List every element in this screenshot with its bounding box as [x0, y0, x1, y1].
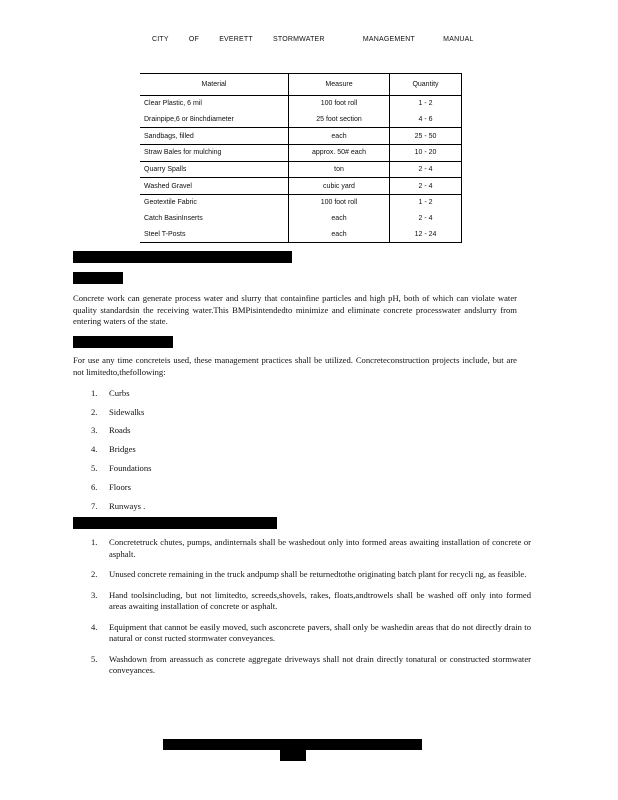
list-item [91, 654, 531, 677]
cell-material: Catch BasinInserts [140, 211, 289, 227]
cell-measure: 100 foot roll [289, 96, 390, 112]
cell-measure: cubic yard [289, 178, 390, 195]
list-item-label: Sidewalks [109, 407, 145, 417]
list-item-text: Unused concrete remaining in the truck andpump shall be returnedtothe originating batch plant for recycli ng, as feasible. [109, 569, 527, 579]
cell-quantity: 12 - 24 [414, 230, 437, 238]
cell-material: Steel T-Posts [140, 227, 289, 243]
table-row [140, 195, 462, 211]
list-item [91, 622, 531, 645]
redacted-practices-heading-bar [73, 517, 277, 529]
redacted-conditions-heading-bar [73, 336, 173, 348]
cell-quantity: 10 - 20 [390, 145, 462, 162]
list-item-number: 4. [91, 621, 98, 632]
header-word: STORMWATER [273, 36, 325, 43]
list-item-number: 7. [91, 501, 98, 511]
list-item-number: 4. [91, 444, 98, 454]
cell-measure: 100 foot roll [289, 195, 390, 211]
list-item-label: Foundations [109, 463, 152, 473]
cell-measure: each [289, 128, 390, 145]
list-item [91, 537, 531, 560]
table-header-row [140, 74, 462, 96]
cell-measure: 25 foot section [289, 112, 390, 128]
running-header [152, 36, 474, 43]
concrete-practices-list [91, 537, 531, 686]
table-row [140, 178, 462, 195]
list-item-label: Runways . [109, 501, 146, 511]
redacted-purpose-heading-bar [73, 272, 123, 284]
header-word: CITY [152, 36, 169, 43]
cell-quantity: 25 - 50 [390, 128, 462, 145]
cell-measure: each [289, 227, 390, 243]
table-row [140, 145, 462, 162]
list-item-number: 2. [91, 407, 98, 417]
header-word: OF [188, 36, 200, 43]
cell-quantity: 4 - 6 [418, 116, 433, 124]
table-row [140, 211, 462, 227]
cell-quantity: 2 - 4 [390, 161, 462, 178]
column-header-quantity: Quantity [390, 74, 462, 96]
purpose-paragraph: Concrete work can generate process water and slurry that containfine particles and high pH, both of which can violate water quality standardsin the receiving water.This BMPisintendedto minimize and eliminate concrete processwater andslurry from entering waters of the state. [73, 293, 517, 326]
list-item [91, 590, 531, 613]
cell-material: Drainpipe,6 or 8inchdiameter [140, 112, 289, 128]
cell-quantity: 1 - 2 [418, 100, 433, 108]
list-item-number: 5. [91, 463, 98, 473]
list-item-text: Washdown from areassuch as concrete aggregate driveways shall not drain directly tonatural or constructed stormwater conveyances. [109, 653, 531, 675]
table-row [140, 112, 462, 128]
cell-measure: each [289, 211, 390, 227]
cell-quantity: 2 - 4 [390, 178, 462, 195]
cell-quantity: 2 - 4 [418, 215, 433, 223]
cell-material: Quarry Spalls [140, 161, 289, 178]
cell-measure: ton [289, 161, 390, 178]
redacted-section-title-bar [73, 251, 292, 263]
table-row [140, 96, 462, 112]
redacted-page-number-bar [280, 748, 306, 761]
cell-measure: approx. 50# each [289, 145, 390, 162]
list-item-number: 1. [91, 537, 98, 547]
cell-quantity: 1 - 2 [390, 195, 462, 211]
conditions-paragraph: For use any time concreteis used, these management practices shall be utilized. Concreteconstruction projects include, but are not limitedto,thefollowing: [73, 355, 517, 377]
column-header-measure: Measure [289, 74, 390, 96]
list-item-number: 3. [91, 425, 98, 435]
cell-material: Geotextile Fabric [140, 195, 289, 211]
header-word: MANUAL [443, 36, 474, 43]
list-item-label: Roads [109, 425, 131, 435]
list-item-text: Hand toolsincluding, but not limitedto, screeds,shovels, rakes, floats,andtrowels shall be washed off only into formed areas awaiting installation of concrete or asphalt. [109, 589, 531, 611]
list-item-number: 5. [91, 653, 98, 664]
table-row [140, 161, 462, 178]
table-row [140, 227, 462, 243]
column-header-material: Material [140, 74, 289, 96]
list-item-number: 3. [91, 589, 98, 600]
list-item-number: 6. [91, 482, 98, 492]
list-item-text: Concretetruck chutes, pumps, andinternals shall be washedout only into formed areas awaiting installation of concrete or asphalt. [109, 537, 531, 559]
list-item-number: 1. [91, 388, 98, 398]
list-item [91, 569, 531, 581]
materials-table [140, 73, 462, 243]
list-item-number: 2. [91, 569, 98, 579]
list-item-label: Floors [109, 482, 131, 492]
cell-material: Sandbags, filled [140, 128, 289, 145]
header-word: EVERETT [219, 36, 253, 43]
table-row [140, 128, 462, 145]
list-item-text: Equipment that cannot be easily moved, such asconcrete pavers, shall only be washedin areas that do not directly drain to natural or const ructed stormwater conveyances. [109, 621, 531, 643]
cell-material: Washed Gravel [140, 178, 289, 195]
cell-material: Straw Bales for mulching [140, 145, 289, 162]
list-item-label: Curbs [109, 388, 130, 398]
list-item-label: Bridges [109, 444, 136, 454]
cell-material: Clear Plastic, 6 mil [140, 96, 289, 112]
header-word: MANAGEMENT [362, 36, 416, 43]
